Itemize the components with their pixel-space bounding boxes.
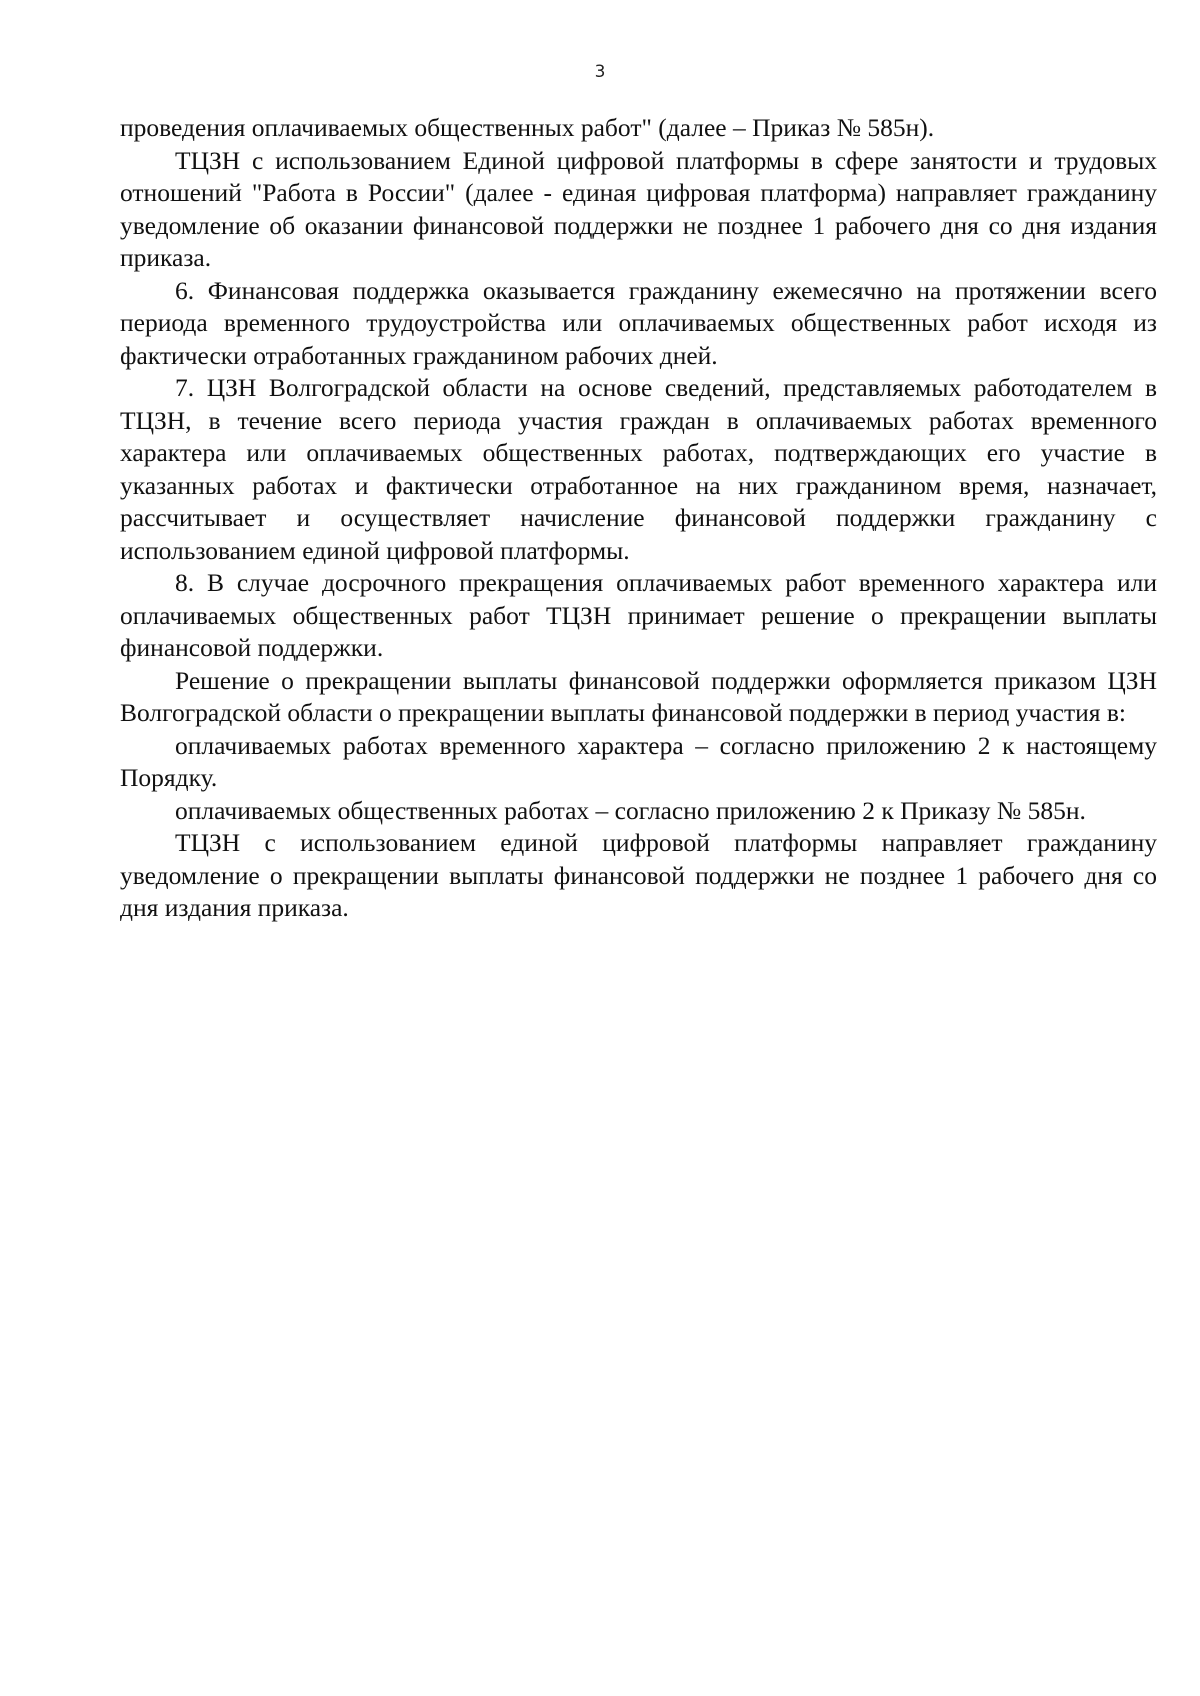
document-body (120, 112, 1157, 925)
paragraph-public-works: оплачиваемых общественных работах – согласно приложению 2 к Приказу № 585н. (175, 795, 1086, 825)
paragraph-temporary-works: оплачиваемых работах временного характера – согласно приложению 2 к настоящему Порядку. (120, 730, 1157, 792)
paragraph-item-8: 8. В случае досрочного прекращения оплачиваемых работ временного характера или оплачиваемых общественных работ ТЦЗН принимает решение о прекращении выплаты финансовой поддержки. (120, 568, 1157, 662)
page-number: 3 (594, 62, 606, 82)
paragraph-notification: ТЦЗН с использованием Единой цифровой платформы в сфере занятости и трудовых отношений "Работа в России" (далее - единая цифровая платформа) направляет гражданину уведомление об оказании финансовой поддержки не позднее 1 рабочего дня со дня издания приказа. (120, 145, 1157, 272)
paragraph-item-7: 7. ЦЗН Волгоградской области на основе сведений, представляемых работодателем в ТЦЗН, в течение всего периода участия граждан в оплачиваемых работах временного характера или оплачиваемых общественных работах, подтверждающих его участие в указанных работах и фактически отработанное на них гражданином время, назначает, рассчитывает и осуществляет начисление финансовой поддержки гражданину с использованием единой цифровой платформы. (120, 373, 1157, 565)
paragraph-decision: Решение о прекращении выплаты финансовой поддержки оформляется приказом ЦЗН Волгоградской области о прекращении выплаты финансовой поддержки в период участия в: (120, 665, 1157, 727)
paragraph-termination-notice: ТЦЗН с использованием единой цифровой платформы направляет гражданину уведомление о прекращении выплаты финансовой поддержки не позднее 1 рабочего дня со дня издания приказа. (120, 828, 1157, 922)
paragraph-item-6: 6. Финансовая поддержка оказывается гражданину ежемесячно на протяжении всего периода временного трудоустройства или оплачиваемых общественных работ исходя из фактически отработанных гражданином рабочих дней. (120, 275, 1157, 370)
paragraph-continuation: проведения оплачиваемых общественных работ" (далее – Приказ № 585н). (120, 113, 935, 142)
